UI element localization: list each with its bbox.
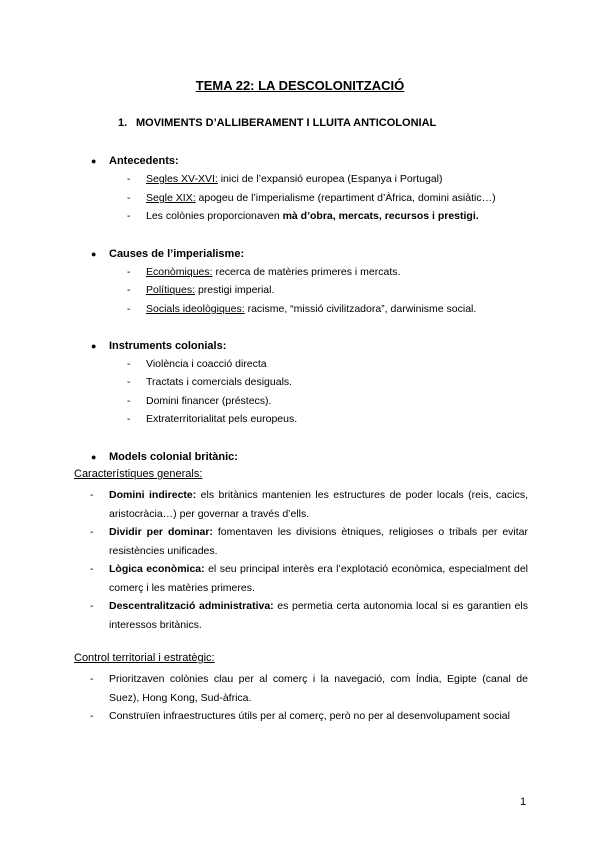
paragraph-item: - Lògica econòmica: el seu principal interès era l’explotació econòmica, especialment del comerç i les matèries primeres. (90, 563, 529, 594)
list-item: - Domini financer (préstecs). (127, 395, 272, 407)
section-title: MOVIMENTS D’ALLIBERAMENT I LLUITA ANTICOLONIAL (136, 117, 437, 129)
paragraph-item: - Descentralització administrativa: es permetia certa autonomia local si es garantien els interessos britànics. (90, 600, 528, 631)
list-item: - Les colònies proporcionaven mà d’obra, mercats, recursos i prestigi. (127, 210, 479, 222)
control-subheading: Control territorial i estratègic: (74, 652, 215, 664)
paragraph-item: - Domini indirecte: els britànics mantenien les estructures de poder locals (reis, cacics, aristocràcia…) per governar a través d’ells. (90, 489, 528, 520)
list-item: - Tractats i comercials desiguals. (127, 376, 293, 388)
antecedents-heading: ● Antecedents: (91, 155, 179, 167)
list-item: - Violència i coacció directa (127, 358, 267, 370)
list-item: - Socials ideològiques: racisme, “missió civilitzadora”, darwinisme social. (127, 303, 477, 315)
page-title: TEMA 22: LA DESCOLONITZACIÓ (195, 78, 405, 93)
bullet-marker: ● (91, 249, 97, 259)
section-heading (118, 117, 436, 129)
bullet-marker: ● (91, 452, 97, 462)
list-item: - Segles XV-XVI: inici de l’expansió europea (Espanya i Portugal) (127, 173, 443, 185)
characteristics-subheading: Característiques generals: (74, 468, 203, 480)
bullet-marker: ● (91, 156, 97, 166)
page-number: 1 (520, 796, 527, 808)
causes-heading: ● Causes de l’imperialisme: (91, 248, 245, 260)
bullet-marker: ● (91, 341, 97, 351)
paragraph-item: - Construïen infraestructures útils per al comerç, però no per al desenvolupament social (90, 710, 510, 722)
section-number: 1. (118, 117, 128, 129)
list-item: - Econòmiques: recerca de matèries primeres i mercats. (127, 266, 401, 278)
list-item: - Segle XIX: apogeu de l’imperialisme (repartiment d’Àfrica, domini asiàtic…) (127, 192, 496, 204)
list-item: - Polítiques: prestigi imperial. (127, 284, 275, 296)
paragraph-item: - Dividir per dominar: fomentaven les divisions ètniques, religioses o tribals per evitar resistències unificades. (90, 526, 529, 557)
instruments-heading: ● Instruments colonials: (91, 340, 227, 352)
britanic-heading: ● Models colonial britànic: (91, 451, 238, 463)
list-item: - Extraterritorialitat pels europeus. (127, 413, 298, 425)
paragraph-item: - Prioritzaven colònies clau per al comerç i la navegació, com Índia, Egipte (canal de Suez), Hong Kong, Sud-àfrica. (90, 673, 528, 704)
